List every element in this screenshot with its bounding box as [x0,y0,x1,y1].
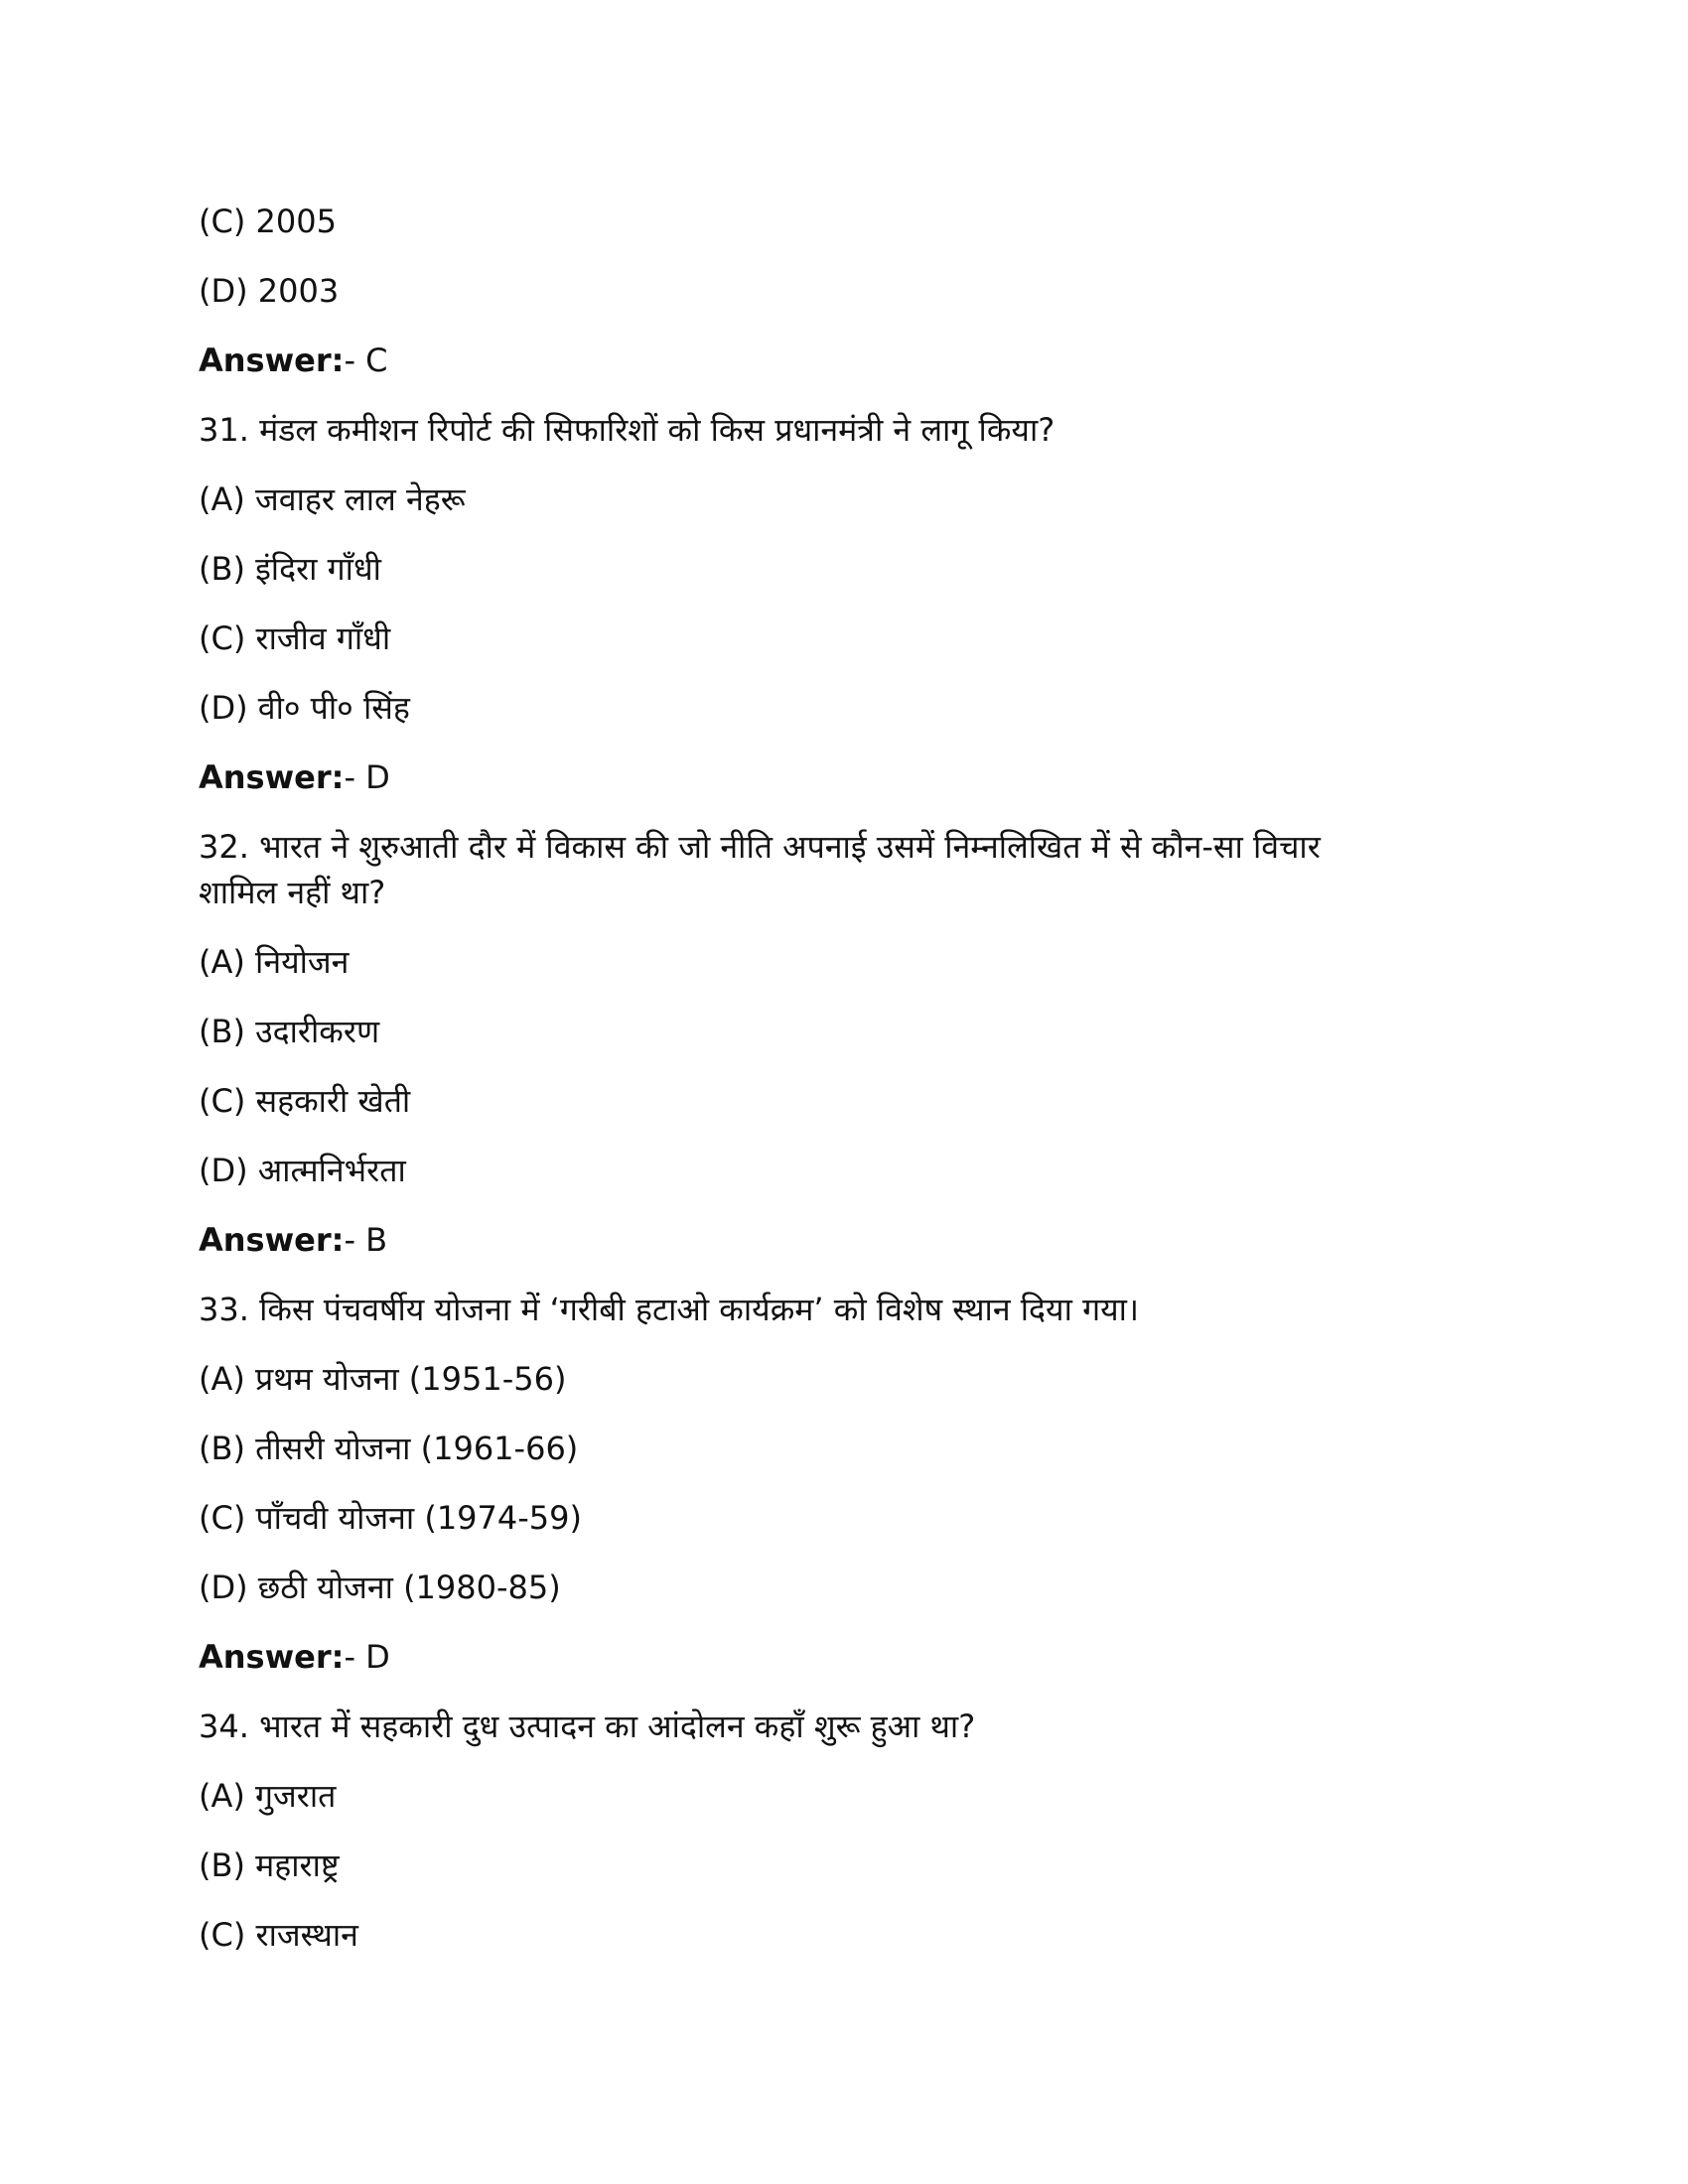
q32-option-b: (B) उदारीकरण [199,1013,380,1050]
question-34: 34. भारत में सहकारी दुध उत्पादन का आंदोलन कहाँ शुरू हुआ था? [199,1707,976,1745]
question-32-line-1: 32. भारत ने शुरुआती दौर में विकास की जो नीति अपनाई उसमें निम्नलिखित में से कौन-सा विचार [199,828,1321,866]
question-32-line-2: शामिल नहीं था? [199,874,386,911]
q31-option-d: (D) वी० पी० सिंह [199,689,410,727]
q32-option-c: (C) सहकारी खेती [199,1082,411,1120]
option-c: (C) 2005 [199,203,337,240]
question-33: 33. किस पंचवर्षीय योजना में ‘गरीबी हटाओ कार्यक्रम’ को विशेष स्थान दिया गया। [199,1291,1140,1328]
q32-option-d: (D) आत्मनिर्भरता [199,1152,406,1189]
option-d: (D) 2003 [199,272,340,310]
q31-option-a: (A) जवाहर लाल नेहरू [199,480,466,518]
q33-option-d: (D) छठी योजना (1980-85) [199,1569,561,1606]
q33-option-a: (A) प्रथम योजना (1951-56) [199,1360,567,1398]
q33-option-b: (B) तीसरी योजना (1961-66) [199,1430,579,1467]
q34-option-a: (A) गुजरात [199,1777,337,1815]
q31-option-c: (C) राजीव गाँधी [199,619,391,657]
q33-answer-line [199,1633,390,1681]
q32-option-a: (A) नियोजन [199,943,350,981]
answer-label: Answer: [199,758,345,796]
answer-value: - D [344,758,390,796]
q33-option-c: (C) पाँचवी योजना (1974-59) [199,1499,583,1537]
question-31: 31. मंडल कमीशन रिपोर्ट की सिफारिशों को किस प्रधानमंत्री ने लागू किया? [199,411,1055,449]
q34-option-b: (B) महाराष्ट्र [199,1846,340,1884]
q31-option-b: (B) इंदिरा गाँधी [199,550,381,588]
answer-value: - C [344,341,388,379]
answer-value: - B [344,1221,388,1259]
q31-answer-line [199,753,390,801]
answer-line [199,337,388,384]
answer-value: - D [344,1638,390,1676]
answer-label: Answer: [199,1638,345,1676]
q34-option-c: (C) राजस्थान [199,1916,358,1954]
answer-label: Answer: [199,341,345,379]
answer-label: Answer: [199,1221,345,1259]
q32-answer-line [199,1216,387,1264]
